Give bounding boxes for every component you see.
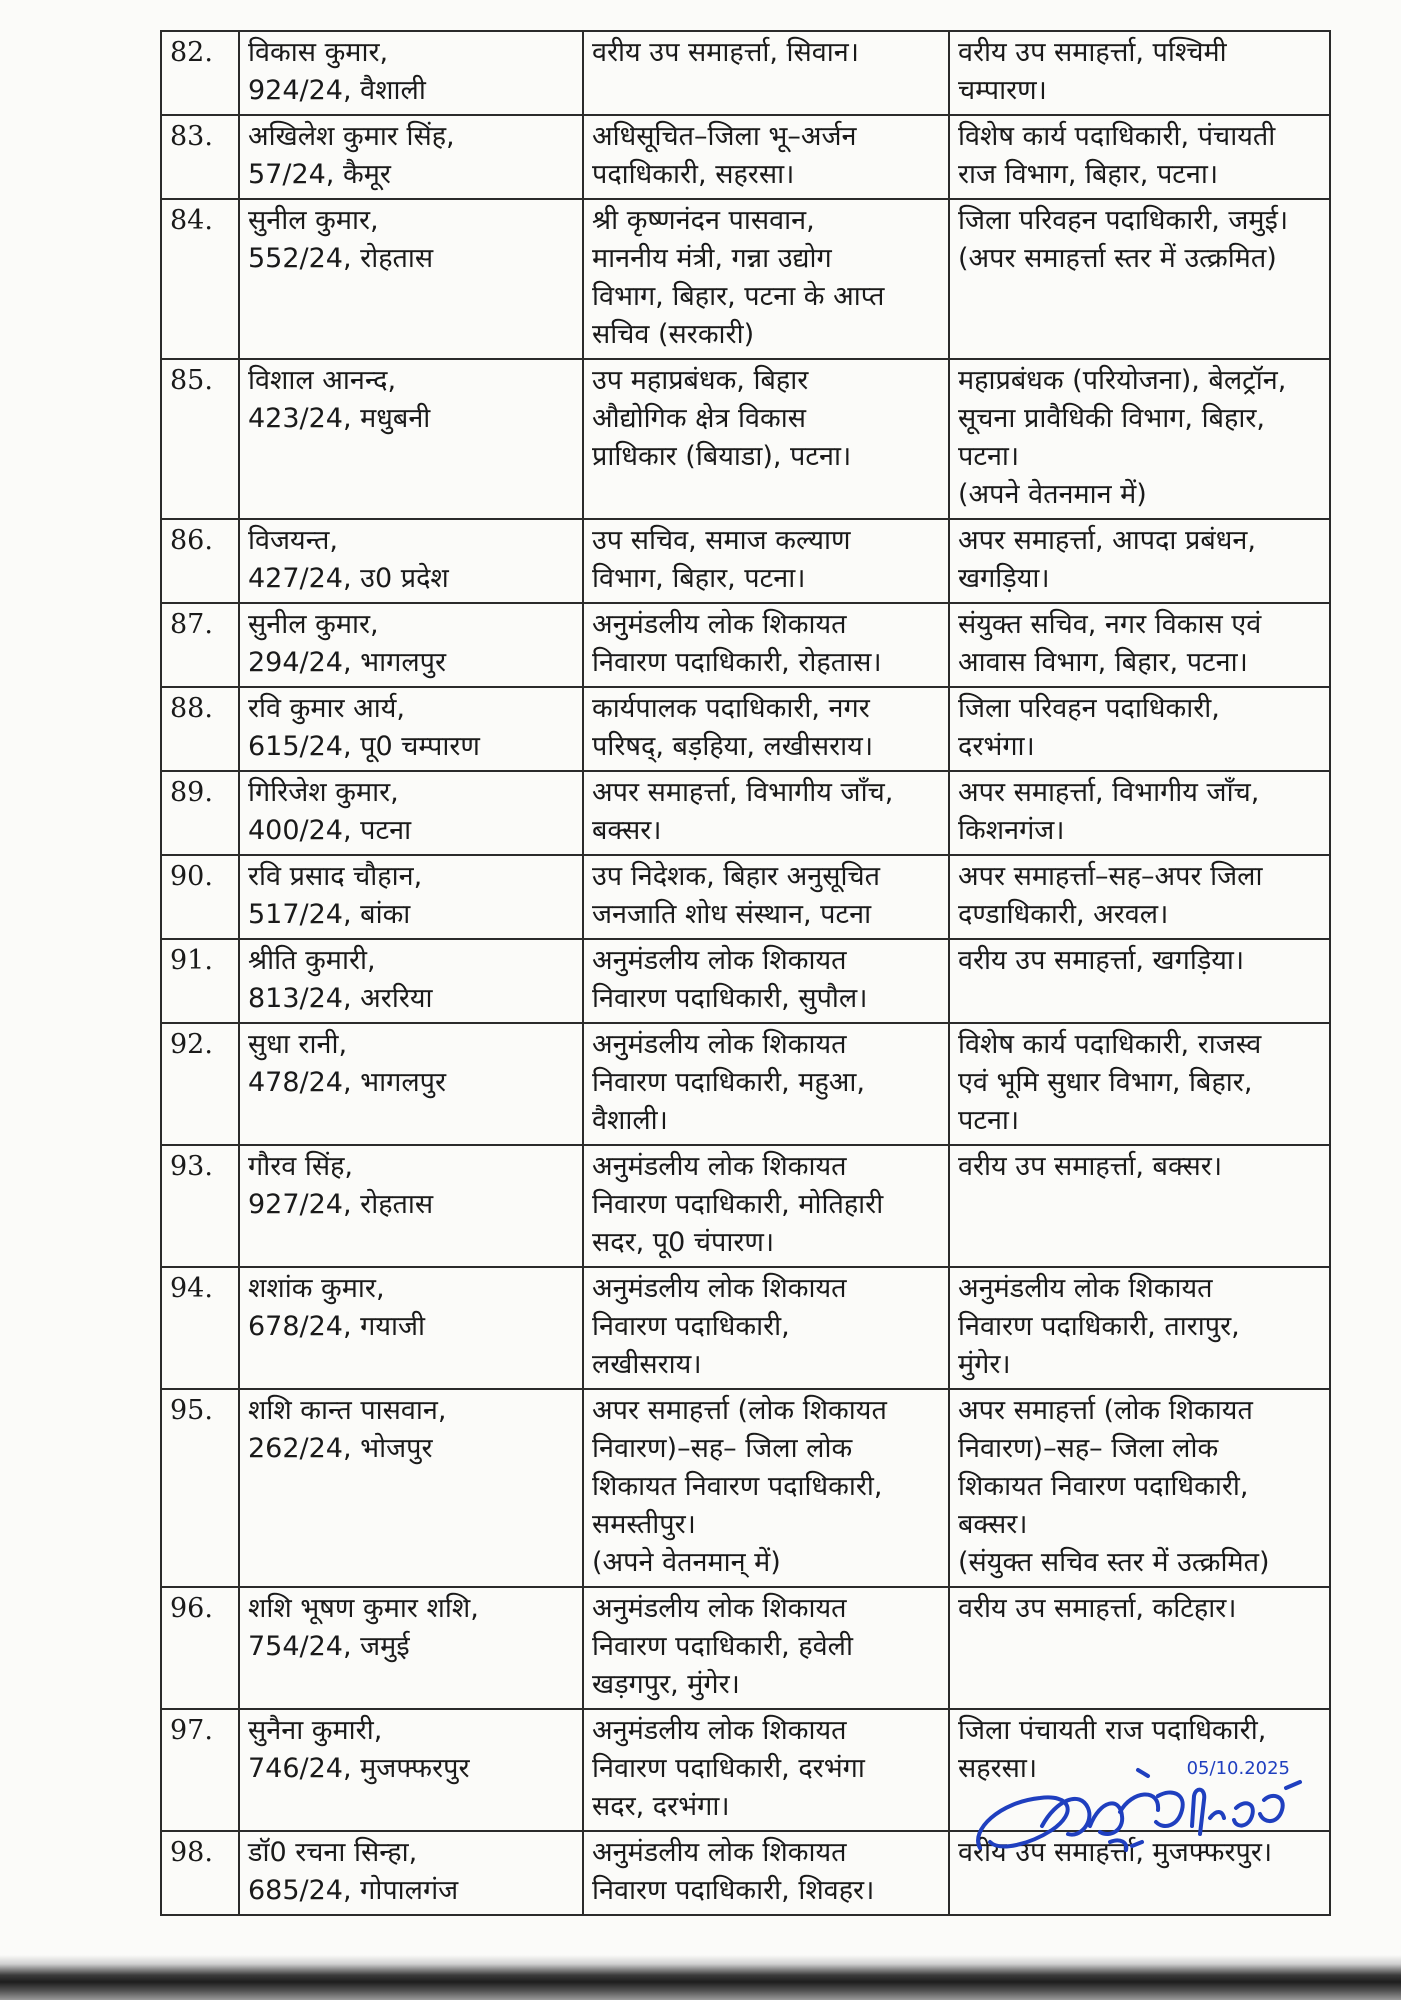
officer-name-cell (239, 1267, 583, 1389)
table-row (161, 1267, 1330, 1389)
serial-number: 92. (161, 1023, 239, 1145)
new-posting-cell-line: वरीय उप समाहर्त्ता, खगड़िया। (958, 945, 1245, 976)
table-row (161, 359, 1330, 519)
officer-name-cell (239, 1023, 583, 1145)
current-posting-cell-line: लखीसराय। (592, 1349, 702, 1380)
current-posting-cell-line: अनुमंडलीय लोक शिकायत (592, 1029, 847, 1060)
officer-name-cell-line: 552/24, रोहतास (248, 243, 434, 274)
table-body (161, 31, 1330, 1915)
officer-name-cell-line: 813/24, अररिया (248, 983, 433, 1014)
current-posting-cell (583, 1587, 949, 1709)
current-posting-cell (583, 1023, 949, 1145)
serial-number: 95. (161, 1389, 239, 1587)
officer-name-cell-line: 400/24, पटना (248, 815, 412, 846)
new-posting-cell-line: (अपने वेतनमान में) (958, 479, 1147, 510)
new-posting-cell-line: पटना। (958, 441, 1020, 472)
officer-name-cell-line: 615/24, पू0 चम्पारण (248, 731, 480, 762)
current-posting-cell (583, 603, 949, 687)
officer-name-cell-line: 678/24, गयाजी (248, 1311, 426, 1342)
new-posting-cell-line: अपर समाहर्त्ता–सह–अपर जिला (958, 861, 1263, 892)
table-row (161, 31, 1330, 115)
current-posting-cell-line: समस्तीपुर। (592, 1509, 696, 1540)
current-posting-cell-line: अधिसूचित–जिला भू–अर्जन (592, 121, 857, 152)
new-posting-cell-line: अपर समाहर्त्ता, आपदा प्रबंधन, (958, 525, 1256, 556)
officer-name-cell-line: 57/24, कैमूर (248, 159, 391, 190)
current-posting-cell-line: खड़गपुर, मुंगेर। (592, 1669, 740, 1700)
serial-number: 84. (161, 199, 239, 359)
current-posting-cell-line: वैशाली। (592, 1105, 668, 1136)
new-posting-cell (949, 855, 1330, 939)
new-posting-cell-line: दण्डाधिकारी, अरवल। (958, 899, 1169, 930)
new-posting-cell-line: राज विभाग, बिहार, पटना। (958, 159, 1219, 190)
officer-name-cell-line: 478/24, भागलपुर (248, 1067, 447, 1098)
signature-date: 05/10.2025 (1186, 1758, 1290, 1779)
new-posting-cell-line: किशनगंज। (958, 815, 1065, 846)
officer-name-cell (239, 115, 583, 199)
current-posting-cell (583, 359, 949, 519)
officer-name-cell-line: 924/24, वैशाली (248, 75, 426, 106)
new-posting-cell (949, 603, 1330, 687)
current-posting-cell-line: उप सचिव, समाज कल्याण (592, 525, 851, 556)
new-posting-cell (949, 771, 1330, 855)
current-posting-cell (583, 687, 949, 771)
new-posting-cell (949, 519, 1330, 603)
new-posting-cell (949, 199, 1330, 359)
current-posting-cell-line: औद्योगिक क्षेत्र विकास (592, 403, 806, 434)
serial-number: 97. (161, 1709, 239, 1831)
current-posting-cell-line: (अपने वेतनमान् में) (592, 1547, 781, 1578)
serial-number: 91. (161, 939, 239, 1023)
officer-name-cell-line: डॉ0 रचना सिन्हा, (248, 1837, 418, 1868)
officer-name-cell-line: 754/24, जमुई (248, 1631, 410, 1662)
table-row (161, 939, 1330, 1023)
current-posting-cell (583, 855, 949, 939)
table-row (161, 1023, 1330, 1145)
officer-name-cell (239, 1587, 583, 1709)
serial-number: 96. (161, 1587, 239, 1709)
new-posting-cell-line: जिला परिवहन पदाधिकारी, (958, 693, 1220, 724)
new-posting-cell (949, 31, 1330, 115)
new-posting-cell-line: महाप्रबंधक (परियोजना), बेलट्रॉन, (958, 365, 1287, 396)
current-posting-cell (583, 1145, 949, 1267)
current-posting-cell (583, 115, 949, 199)
new-posting-cell (949, 939, 1330, 1023)
serial-number: 90. (161, 855, 239, 939)
new-posting-cell-line: (अपर समाहर्त्ता स्तर में उत्क्रमित) (958, 243, 1277, 274)
officer-name-cell (239, 199, 583, 359)
serial-number: 87. (161, 603, 239, 687)
current-posting-cell (583, 1389, 949, 1587)
officer-name-cell-line: 423/24, मधुबनी (248, 403, 431, 434)
officer-name-cell (239, 939, 583, 1023)
current-posting-cell-line: सचिव (सरकारी) (592, 319, 755, 350)
new-posting-cell-line: जिला पंचायती राज पदाधिकारी, (958, 1715, 1267, 1746)
new-posting-cell-line: पटना। (958, 1105, 1020, 1136)
table-row (161, 687, 1330, 771)
new-posting-cell-line: बक्सर। (958, 1509, 1028, 1540)
table-row (161, 1389, 1330, 1587)
new-posting-cell (949, 1389, 1330, 1587)
new-posting-cell-line: एवं भूमि सुधार विभाग, बिहार, (958, 1067, 1253, 1098)
current-posting-cell-line: कार्यपालक पदाधिकारी, नगर (592, 693, 870, 724)
officer-name-cell (239, 603, 583, 687)
officer-name-cell-line: विशाल आनन्द, (248, 365, 397, 396)
new-posting-cell (949, 1587, 1330, 1709)
officer-name-cell (239, 519, 583, 603)
current-posting-cell-line: अपर समाहर्त्ता (लोक शिकायत (592, 1395, 887, 1426)
current-posting-cell (583, 1267, 949, 1389)
officer-name-cell-line: विजयन्त, (248, 525, 338, 556)
officer-name-cell-line: 927/24, रोहतास (248, 1189, 434, 1220)
officer-name-cell-line: श्रीति कुमारी, (248, 945, 376, 976)
officer-name-cell (239, 855, 583, 939)
current-posting-cell-line: उप निदेशक, बिहार अनुसूचित (592, 861, 881, 892)
signature-mark (960, 1730, 1320, 1880)
officer-name-cell (239, 1831, 583, 1915)
new-posting-cell-line: अपर समाहर्त्ता (लोक शिकायत (958, 1395, 1253, 1426)
current-posting-cell-line: श्री कृष्णनंदन पासवान, (592, 205, 815, 236)
officer-name-cell-line: 685/24, गोपालगंज (248, 1875, 459, 1906)
new-posting-cell-line: विशेष कार्य पदाधिकारी, पंचायती (958, 121, 1276, 152)
current-posting-cell-line: सदर, दरभंगा। (592, 1791, 730, 1822)
current-posting-cell-line: निवारण पदाधिकारी, दरभंगा (592, 1753, 865, 1784)
serial-number: 98. (161, 1831, 239, 1915)
current-posting-cell-line: निवारण पदाधिकारी, (592, 1311, 790, 1342)
new-posting-cell (949, 359, 1330, 519)
officer-name-cell (239, 1145, 583, 1267)
current-posting-cell-line: अनुमंडलीय लोक शिकायत (592, 1151, 847, 1182)
officer-name-cell-line: शशि कान्त पासवान, (248, 1395, 447, 1426)
serial-number: 86. (161, 519, 239, 603)
current-posting-cell-line: निवारण)–सह– जिला लोक (592, 1433, 853, 1464)
new-posting-cell (949, 1023, 1330, 1145)
table-row (161, 771, 1330, 855)
new-posting-cell-line: (संयुक्त सचिव स्तर में उत्क्रमित) (958, 1547, 1270, 1578)
table-row (161, 855, 1330, 939)
serial-number: 94. (161, 1267, 239, 1389)
current-posting-cell-line: अनुमंडलीय लोक शिकायत (592, 1715, 847, 1746)
current-posting-cell-line: सदर, पू0 चंपारण। (592, 1227, 775, 1258)
new-posting-cell-line: खगड़िया। (958, 563, 1050, 594)
officer-name-cell-line: 517/24, बांका (248, 899, 411, 930)
table-row (161, 1145, 1330, 1267)
officer-name-cell-line: 427/24, उ0 प्रदेश (248, 563, 449, 594)
officer-name-cell-line: सुनील कुमार, (248, 609, 379, 640)
scan-edge-bar (0, 1955, 1401, 2000)
officer-name-cell-line: 262/24, भोजपुर (248, 1433, 433, 1464)
new-posting-cell-line: वरीय उप समाहर्त्ता, मुजफ्फरपुर। (958, 1837, 1273, 1868)
current-posting-cell-line: परिषद्, बड़हिया, लखीसराय। (592, 731, 874, 762)
officer-name-cell-line: रवि प्रसाद चौहान, (248, 861, 423, 892)
new-posting-cell (949, 1267, 1330, 1389)
new-posting-cell-line: मुंगेर। (958, 1349, 1011, 1380)
current-posting-cell-line: निवारण पदाधिकारी, हवेली (592, 1631, 853, 1662)
table-row (161, 199, 1330, 359)
new-posting-cell-line: सूचना प्रावैधिकी विभाग, बिहार, (958, 403, 1265, 434)
current-posting-cell-line: उप महाप्रबंधक, बिहार (592, 365, 809, 396)
table-row (161, 1587, 1330, 1709)
current-posting-cell (583, 31, 949, 115)
current-posting-cell-line: निवारण पदाधिकारी, शिवहर। (592, 1875, 875, 1906)
serial-number: 85. (161, 359, 239, 519)
current-posting-cell-line: विभाग, बिहार, पटना के आप्त (592, 281, 885, 312)
new-posting-cell-line: वरीय उप समाहर्त्ता, कटिहार। (958, 1593, 1237, 1624)
officer-name-cell (239, 687, 583, 771)
officer-name-cell-line: सुनैना कुमारी, (248, 1715, 383, 1746)
current-posting-cell-line: बक्सर। (592, 815, 662, 846)
new-posting-cell (949, 687, 1330, 771)
officer-name-cell-line: 294/24, भागलपुर (248, 647, 447, 678)
officer-name-cell-line: अखिलेश कुमार सिंह, (248, 121, 455, 152)
serial-number: 82. (161, 31, 239, 115)
current-posting-cell-line: विभाग, बिहार, पटना। (592, 563, 806, 594)
current-posting-cell-line: अनुमंडलीय लोक शिकायत (592, 945, 847, 976)
new-posting-cell-line: दरभंगा। (958, 731, 1035, 762)
officer-name-cell-line: गिरिजेश कुमार, (248, 777, 399, 808)
new-posting-cell-line: वरीय उप समाहर्त्ता, पश्चिमी (958, 37, 1227, 68)
serial-number: 88. (161, 687, 239, 771)
current-posting-cell-line: जनजाति शोध संस्थान, पटना (592, 899, 872, 930)
serial-number: 93. (161, 1145, 239, 1267)
current-posting-cell-line: निवारण पदाधिकारी, सुपौल। (592, 983, 868, 1014)
officer-name-cell (239, 771, 583, 855)
current-posting-cell (583, 771, 949, 855)
current-posting-cell (583, 519, 949, 603)
serial-number: 89. (161, 771, 239, 855)
officer-name-cell-line: सुनील कुमार, (248, 205, 379, 236)
new-posting-cell-line: शिकायत निवारण पदाधिकारी, (958, 1471, 1249, 1502)
current-posting-cell-line: शिकायत निवारण पदाधिकारी, (592, 1471, 883, 1502)
current-posting-cell-line: निवारण पदाधिकारी, रोहतास। (592, 647, 882, 678)
new-posting-cell-line: निवारण)–सह– जिला लोक (958, 1433, 1219, 1464)
current-posting-cell-line: माननीय मंत्री, गन्ना उद्योग (592, 243, 832, 274)
new-posting-cell-line: सहरसा। (958, 1753, 1038, 1784)
officer-name-cell-line: गौरव सिंह, (248, 1151, 353, 1182)
officer-name-cell-line: शशि भूषण कुमार शशि, (248, 1593, 479, 1624)
current-posting-cell-line: प्राधिकार (बियाडा), पटना। (592, 441, 852, 472)
officer-name-cell-line: 746/24, मुजफ्फरपुर (248, 1753, 470, 1784)
new-posting-cell-line: आवास विभाग, बिहार, पटना। (958, 647, 1248, 678)
table-row (161, 115, 1330, 199)
current-posting-cell-line: अपर समाहर्त्ता, विभागीय जाँच, (592, 777, 894, 808)
transfer-posting-table (160, 30, 1331, 1916)
new-posting-cell-line: चम्पारण। (958, 75, 1047, 106)
new-posting-cell-line: अपर समाहर्त्ता, विभागीय जाँच, (958, 777, 1260, 808)
current-posting-cell-line: वरीय उप समाहर्त्ता, सिवान। (592, 37, 860, 68)
officer-name-cell (239, 1389, 583, 1587)
officer-name-cell-line: सुधा रानी, (248, 1029, 348, 1060)
officer-name-cell-line: विकास कुमार, (248, 37, 389, 68)
new-posting-cell (949, 115, 1330, 199)
officer-name-cell (239, 31, 583, 115)
serial-number: 83. (161, 115, 239, 199)
current-posting-cell (583, 1831, 949, 1915)
current-posting-cell-line: निवारण पदाधिकारी, महुआ, (592, 1067, 865, 1098)
table-row (161, 603, 1330, 687)
officer-name-cell (239, 359, 583, 519)
current-posting-cell-line: पदाधिकारी, सहरसा। (592, 159, 795, 190)
current-posting-cell (583, 939, 949, 1023)
new-posting-cell-line: वरीय उप समाहर्त्ता, बक्सर। (958, 1151, 1223, 1182)
current-posting-cell-line: अनुमंडलीय लोक शिकायत (592, 609, 847, 640)
new-posting-cell-line: विशेष कार्य पदाधिकारी, राजस्व (958, 1029, 1262, 1060)
officer-name-cell (239, 1709, 583, 1831)
current-posting-cell-line: अनुमंडलीय लोक शिकायत (592, 1593, 847, 1624)
current-posting-cell-line: अनुमंडलीय लोक शिकायत (592, 1837, 847, 1868)
officer-name-cell-line: रवि कुमार आर्य, (248, 693, 405, 724)
current-posting-cell-line: अनुमंडलीय लोक शिकायत (592, 1273, 847, 1304)
current-posting-cell (583, 1709, 949, 1831)
new-posting-cell (949, 1145, 1330, 1267)
table-row (161, 519, 1330, 603)
new-posting-cell-line: निवारण पदाधिकारी, तारापुर, (958, 1311, 1240, 1342)
officer-name-cell-line: शशांक कुमार, (248, 1273, 385, 1304)
current-posting-cell (583, 199, 949, 359)
new-posting-cell-line: जिला परिवहन पदाधिकारी, जमुई। (958, 205, 1289, 236)
current-posting-cell-line: निवारण पदाधिकारी, मोतिहारी (592, 1189, 884, 1220)
new-posting-cell-line: संयुक्त सचिव, नगर विकास एवं (958, 609, 1262, 640)
new-posting-cell-line: अनुमंडलीय लोक शिकायत (958, 1273, 1213, 1304)
